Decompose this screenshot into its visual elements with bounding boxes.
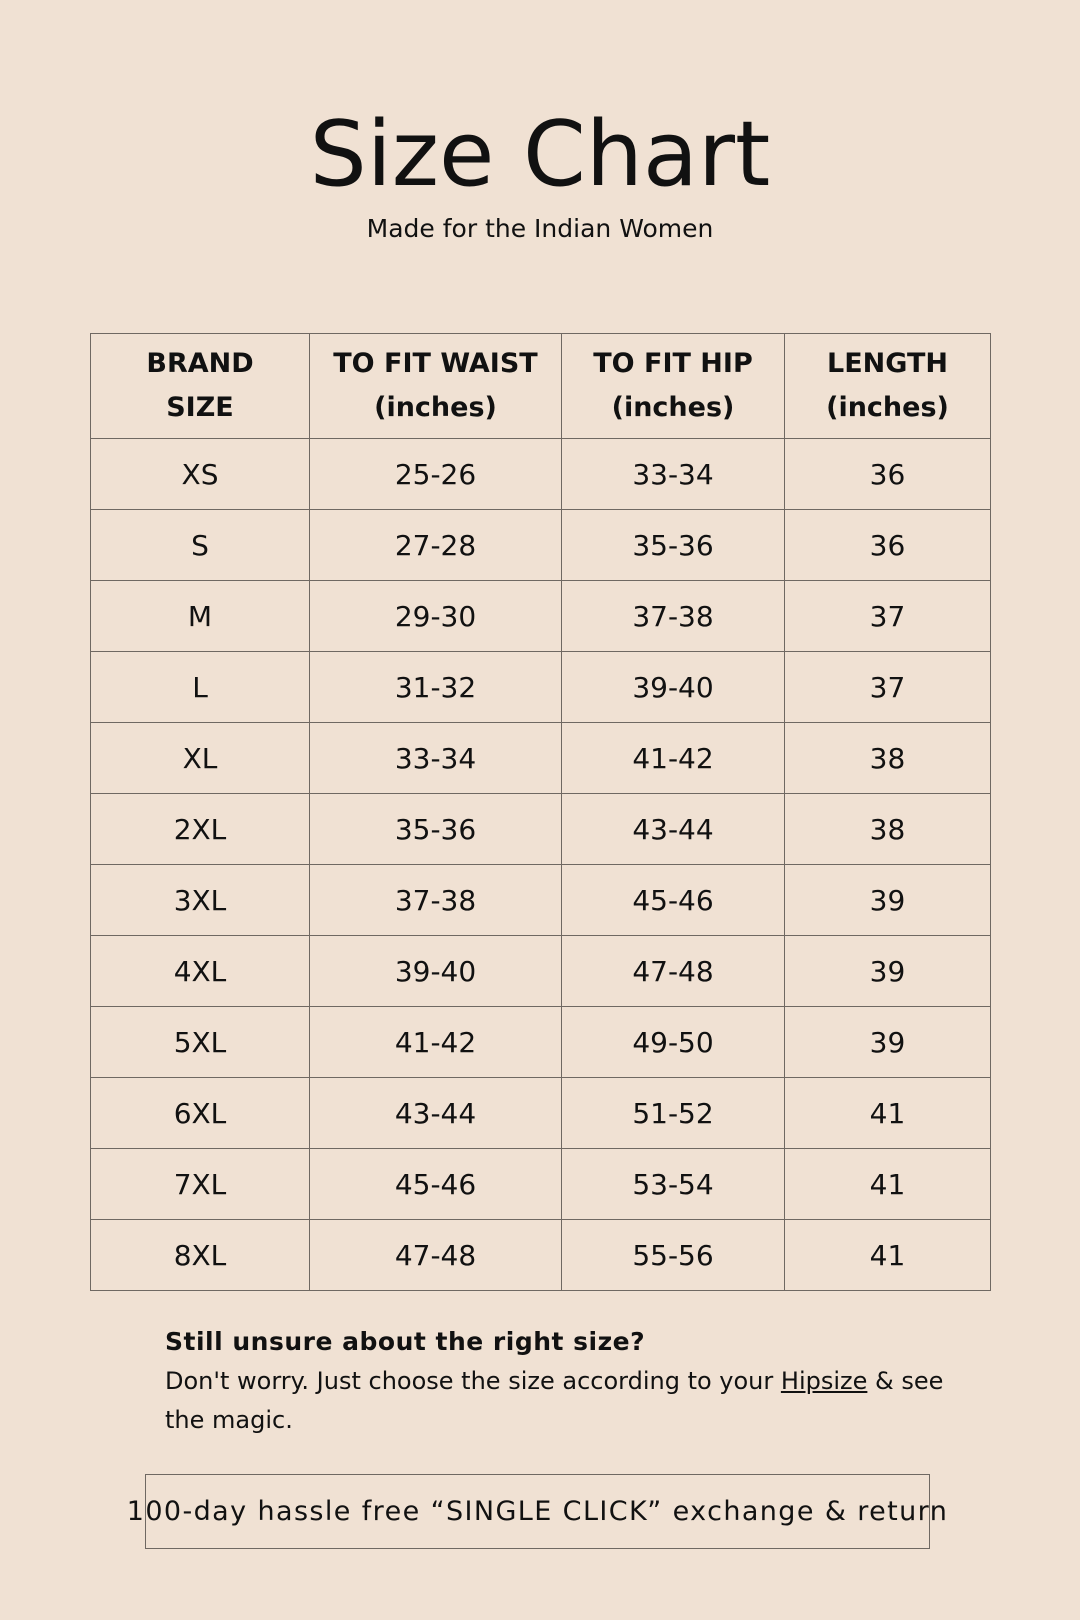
cell-hip: 53-54 <box>562 1149 785 1220</box>
cell-waist: 33-34 <box>310 723 562 794</box>
table-row <box>91 794 991 865</box>
cell-waist: 41-42 <box>310 1007 562 1078</box>
table-row <box>91 652 991 723</box>
cell-hip: 51-52 <box>562 1078 785 1149</box>
cell-hip: 45-46 <box>562 865 785 936</box>
size-help-text <box>165 1362 965 1440</box>
cell-waist: 25-26 <box>310 439 562 510</box>
cell-hip: 41-42 <box>562 723 785 794</box>
header-length <box>785 334 991 439</box>
header-hip <box>562 334 785 439</box>
page-subtitle: Made for the Indian Women <box>366 214 714 243</box>
cell-length: 41 <box>785 1149 991 1220</box>
header-brand-size <box>91 334 310 439</box>
hipsize-link[interactable]: Hipsize <box>780 1367 868 1395</box>
cell-size: 3XL <box>91 865 310 936</box>
cell-size: M <box>91 581 310 652</box>
exchange-return-text: 100-day hassle free “SINGLE CLICK” exchange & return <box>126 1496 949 1527</box>
cell-size: L <box>91 652 310 723</box>
table-row <box>91 439 991 510</box>
cell-length: 41 <box>785 1220 991 1291</box>
cell-length: 37 <box>785 652 991 723</box>
cell-hip: 33-34 <box>562 439 785 510</box>
table-row <box>91 723 991 794</box>
cell-hip: 55-56 <box>562 1220 785 1291</box>
table-row <box>91 936 991 1007</box>
cell-size: 2XL <box>91 794 310 865</box>
table-row <box>91 510 991 581</box>
table-row <box>91 865 991 936</box>
header-brand-size-line2: SIZE <box>166 392 234 423</box>
header-length-line1: LENGTH <box>827 348 948 379</box>
cell-size: XL <box>91 723 310 794</box>
cell-hip: 49-50 <box>562 1007 785 1078</box>
cell-length: 36 <box>785 439 991 510</box>
cell-size: 8XL <box>91 1220 310 1291</box>
cell-hip: 35-36 <box>562 510 785 581</box>
table-row <box>91 1149 991 1220</box>
cell-length: 39 <box>785 1007 991 1078</box>
page-title: Size Chart <box>309 102 771 207</box>
cell-length: 38 <box>785 794 991 865</box>
size-help-heading: Still unsure about the right size? <box>165 1327 646 1356</box>
cell-size: 4XL <box>91 936 310 1007</box>
cell-size: 7XL <box>91 1149 310 1220</box>
cell-size: XS <box>91 439 310 510</box>
header-length-line2: (inches) <box>826 392 949 423</box>
cell-length: 37 <box>785 581 991 652</box>
size-help-note <box>165 1322 965 1440</box>
size-help-text-before: Don't worry. Just choose the size according to your <box>165 1367 781 1395</box>
exchange-return-banner <box>126 1474 949 1549</box>
cell-hip: 37-38 <box>562 581 785 652</box>
cell-size: 6XL <box>91 1078 310 1149</box>
cell-length: 38 <box>785 723 991 794</box>
table-header-row <box>91 334 991 439</box>
cell-length: 41 <box>785 1078 991 1149</box>
header-hip-line1: TO FIT HIP <box>593 348 753 379</box>
cell-hip: 39-40 <box>562 652 785 723</box>
size-chart-table <box>90 333 991 1291</box>
cell-waist: 31-32 <box>310 652 562 723</box>
cell-hip: 47-48 <box>562 936 785 1007</box>
size-help-text-after: & see the magic. <box>165 1367 944 1434</box>
cell-length: 39 <box>785 865 991 936</box>
cell-size: 5XL <box>91 1007 310 1078</box>
cell-size: S <box>91 510 310 581</box>
cell-waist: 35-36 <box>310 794 562 865</box>
cell-waist: 43-44 <box>310 1078 562 1149</box>
cell-waist: 45-46 <box>310 1149 562 1220</box>
cell-waist: 39-40 <box>310 936 562 1007</box>
cell-waist: 47-48 <box>310 1220 562 1291</box>
header-hip-line2: (inches) <box>611 392 735 423</box>
table-row <box>91 1007 991 1078</box>
table-row <box>91 1220 991 1291</box>
header-waist-line2: (inches) <box>374 392 497 423</box>
header-waist-line1: TO FIT WAIST <box>333 348 538 379</box>
cell-waist: 29-30 <box>310 581 562 652</box>
table-row <box>91 581 991 652</box>
cell-hip: 43-44 <box>562 794 785 865</box>
cell-length: 36 <box>785 510 991 581</box>
cell-length: 39 <box>785 936 991 1007</box>
cell-waist: 37-38 <box>310 865 562 936</box>
cell-waist: 27-28 <box>310 510 562 581</box>
header-waist <box>310 334 562 439</box>
header-brand-size-line1: BRAND <box>146 348 254 379</box>
table-row <box>91 1078 991 1149</box>
